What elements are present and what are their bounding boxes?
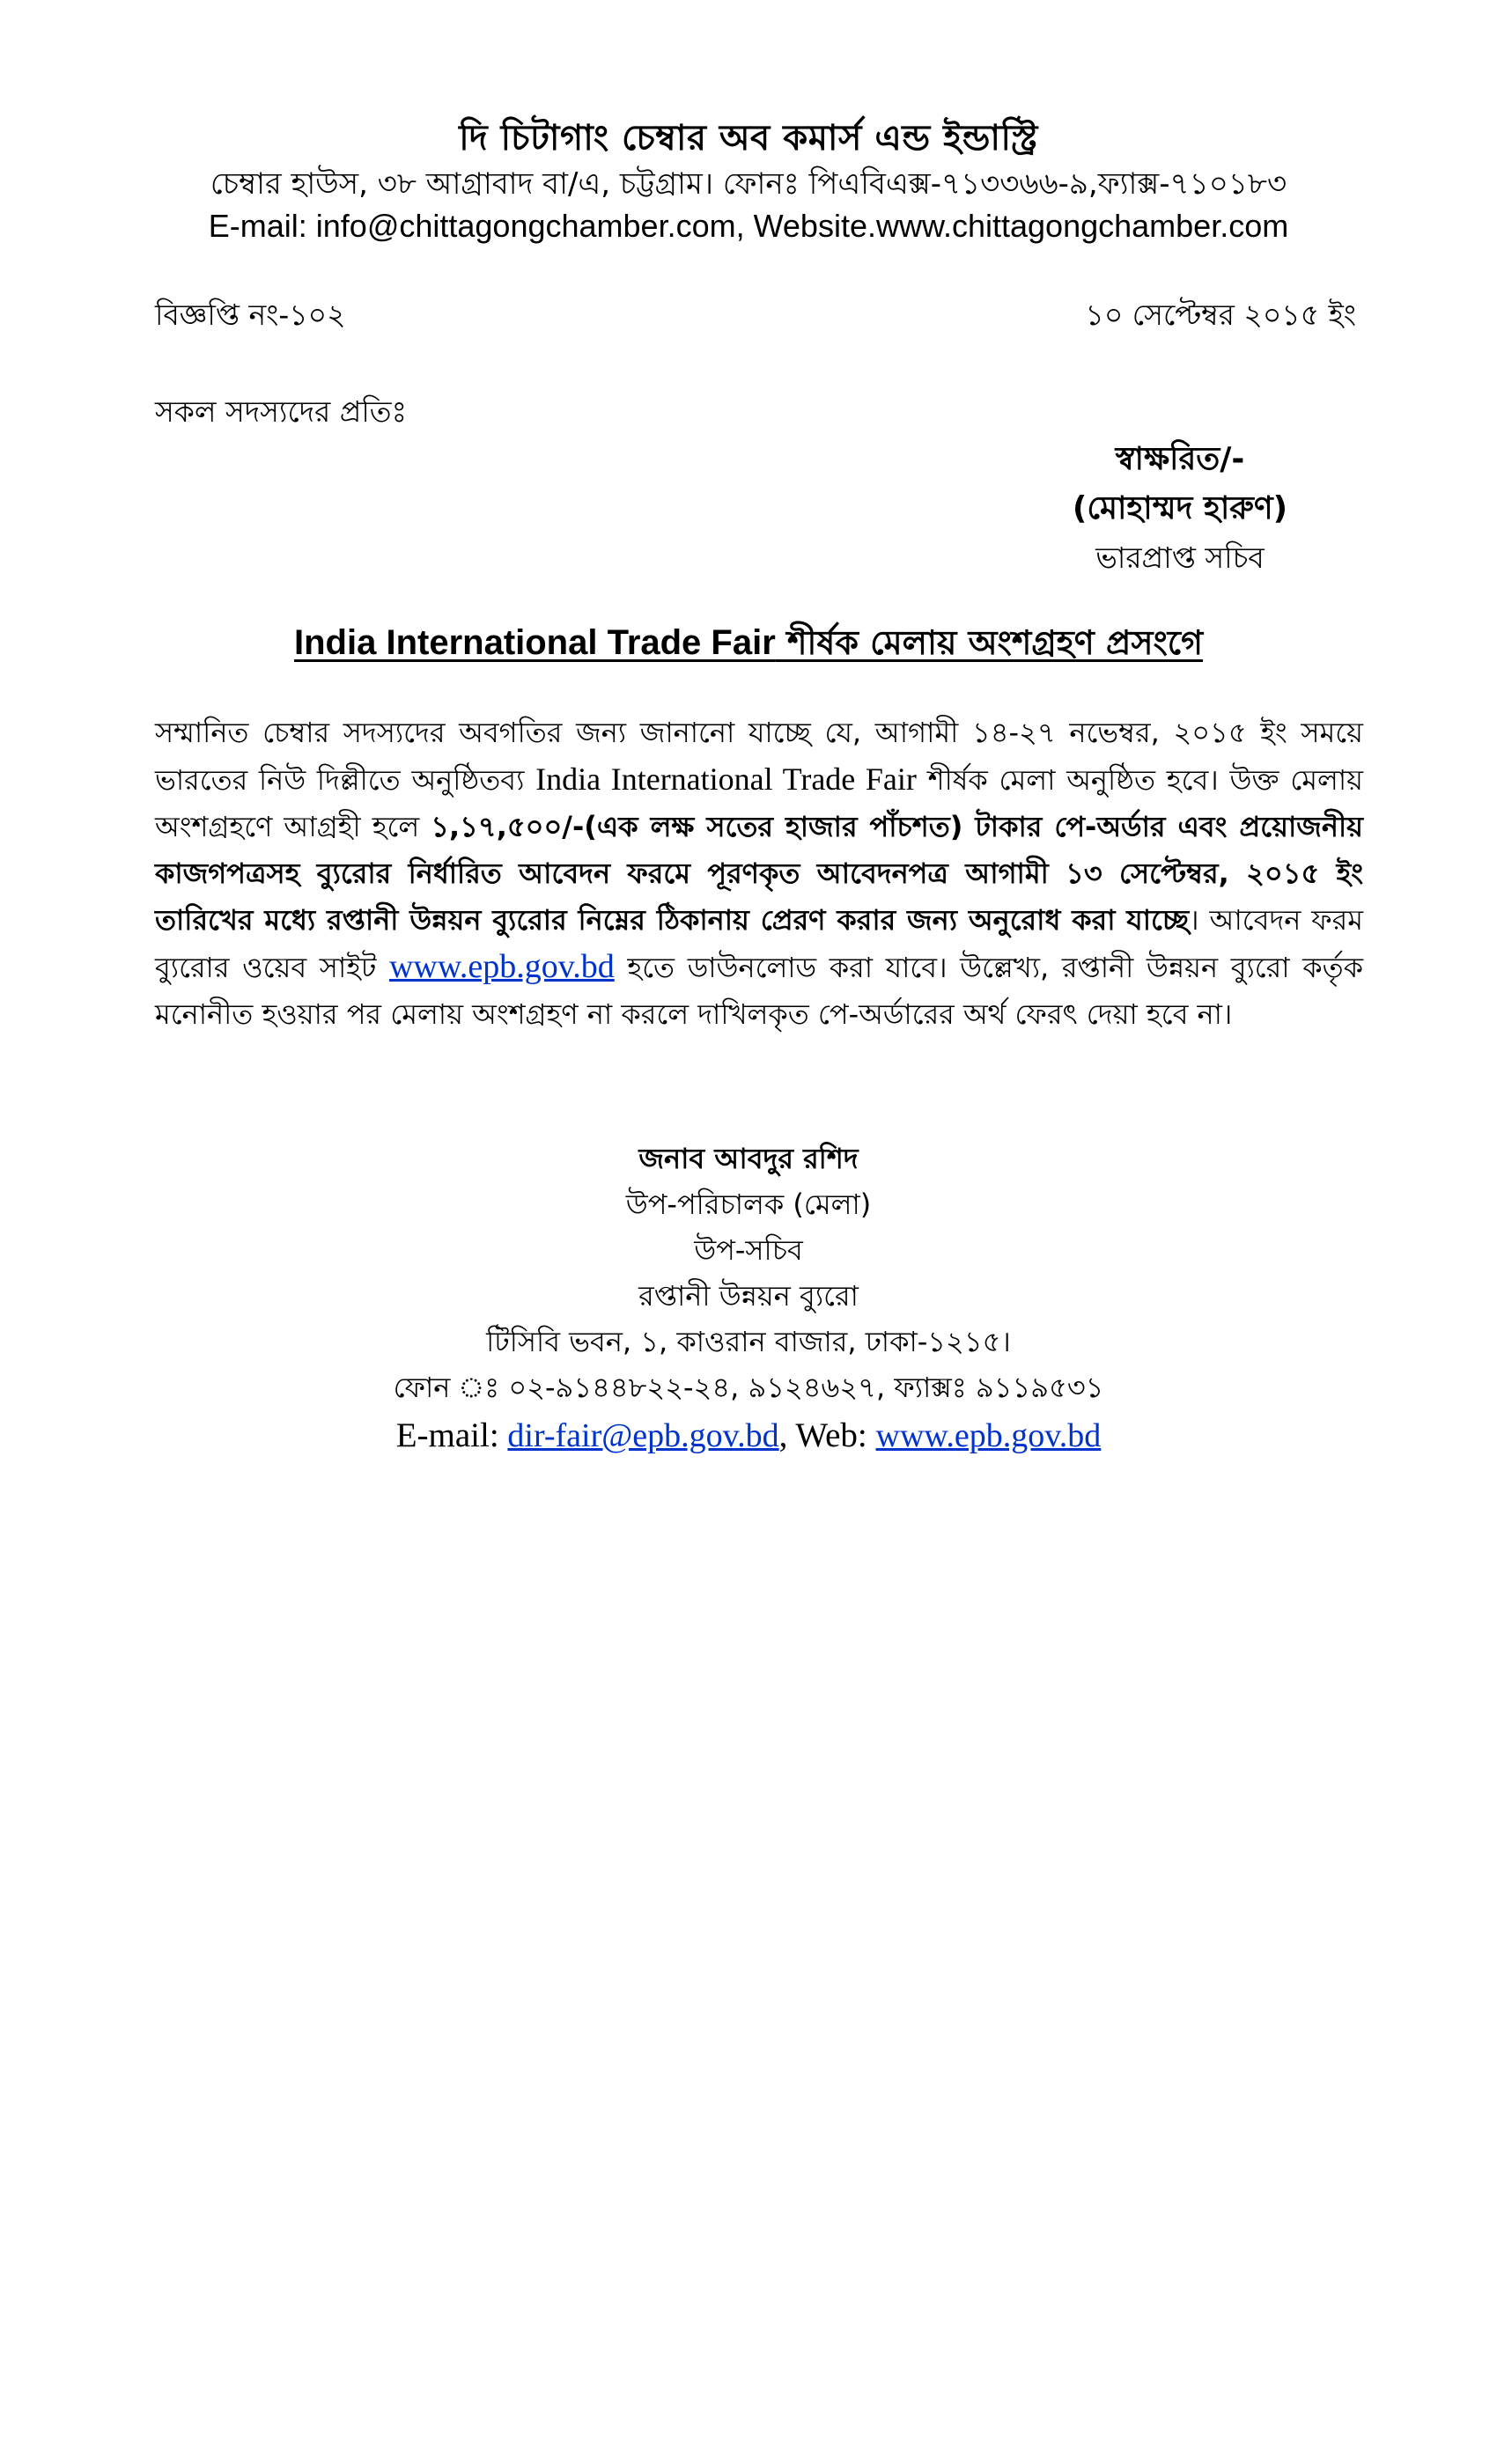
recipient-line: সকল সদস্যদের প্রতিঃ [155, 394, 408, 429]
body-paragraph [155, 710, 1363, 1038]
contact-title-1: উপ-পরিচালক (মেলা) [625, 1188, 872, 1221]
signature-block [1013, 435, 1347, 583]
email-label: E-mail: [395, 1416, 508, 1454]
contact-block [176, 1136, 1321, 1461]
organization-name: দি চিটাগাং চেম্বার অব কমার্স এন্ড ইন্ডাস্ট্রি [459, 118, 1038, 158]
subject-heading [0, 617, 1497, 673]
body-part-3: । আবেদন ফরম ব্যুরোর ওয়েব সাইট [155, 903, 1363, 984]
email-link[interactable]: dir-fair@epb.gov.bd [507, 1417, 779, 1454]
organization-contact: E-mail: info@chittagongchamber.com, Website.www.chittagongchamber.com [208, 208, 1289, 244]
memo-date: ১০ সেপ্টেম্বর ২০১৫ ইং [1085, 298, 1356, 332]
organization-address: চেম্বার হাউস, ৩৮ আগ্রাবাদ বা/এ, চট্টগ্রাম। ফোনঃ পিএবিএক্স-৭১৩৩৬৬-৯,ফ্যাক্স-৭১০১৮৩ [210, 166, 1287, 202]
memo-number: বিজ্ঞপ্তি নং-১০২ [155, 298, 346, 332]
subject-bangla: শীর্ষক মেলায় অংশগ্রহণ প্রসংগে [775, 623, 1203, 662]
web-link[interactable]: www.epb.gov.bd [875, 1417, 1102, 1454]
body-bold-part: ১,১৭,৫০০/-(এক লক্ষ সতের হাজার পাঁচশত) টাকার পে-অর্ডার এবং প্রয়োজনীয় কাজগপত্রসহ ব্যুরোর নির্ধারিত আবেদন ফরমে পূরণকৃত আবেদনপত্র আগামী ১৩ সেপ্টেম্বর, ২০১৫ ইং তারিখের মধ্যে রপ্তানী উন্নয়ন ব্যুরোর নিম্নের ঠিকানায় প্রেরণ করার জন্য অনুরোধ করা যাচ্ছে [155, 810, 1363, 937]
contact-phone: ফোন ঃ ০২-৯১৪৪৮২২-২৪, ৯১২৪৬২৭, ফ্যাক্সঃ ৯১১৯৫৩১ [393, 1371, 1104, 1404]
contact-office: রপ্তানী উন্নয়ন ব্যুরো [638, 1279, 859, 1313]
contact-web-line [176, 1410, 1321, 1461]
contact-title-2: উপ-সচিব [694, 1233, 803, 1267]
signature-designation: ভারপ্রাপ্ত সচিব [1095, 541, 1265, 575]
web-label: , Web: [778, 1416, 876, 1454]
body-part-1: সম্মানিত চেম্বার সদস্যদের অবগতির জন্য জানানো যাচ্ছে যে, আগামী ১৪-২৭ নভেম্বর, ২০১৫ ইং সময়ে ভারতের নিউ দিল্লীতে অনুষ্ঠিতব্য [155, 716, 1363, 797]
contact-name: জনাব আবদুর রশিদ [638, 1142, 859, 1175]
signature-name: (মোহাম্মদ হারুণ) [1072, 490, 1288, 526]
body-part-4: হতে ডাউনলোড করা যাবে। উল্লেখ্য, রপ্তানী উন্নয়ন ব্যুরো কর্তৃক মনোনীত হওয়ার পর মেলায় অংশগ্রহণ না করলে দাখিলকৃত পে-অর্ডারের অর্থ ফেরৎ দেয়া হবে না। [155, 951, 1363, 1031]
signature-signed: স্বাক্ষরিত/- [1115, 441, 1245, 477]
epb-website-link[interactable]: www.epb.gov.bd [388, 948, 615, 985]
body-fair-name: India International Trade Fair [535, 761, 917, 797]
contact-address: টিসিবি ভবন, ১, কাওরান বাজার, ঢাকা-১২১৫। [486, 1325, 1011, 1358]
subject-english: India International Trade Fair [294, 623, 776, 662]
body-part-2: শীর্ষক মেলা অনুষ্ঠিত হবে। উক্ত মেলায় অংশগ্রহণে আগ্রহী হলে [155, 763, 1364, 843]
